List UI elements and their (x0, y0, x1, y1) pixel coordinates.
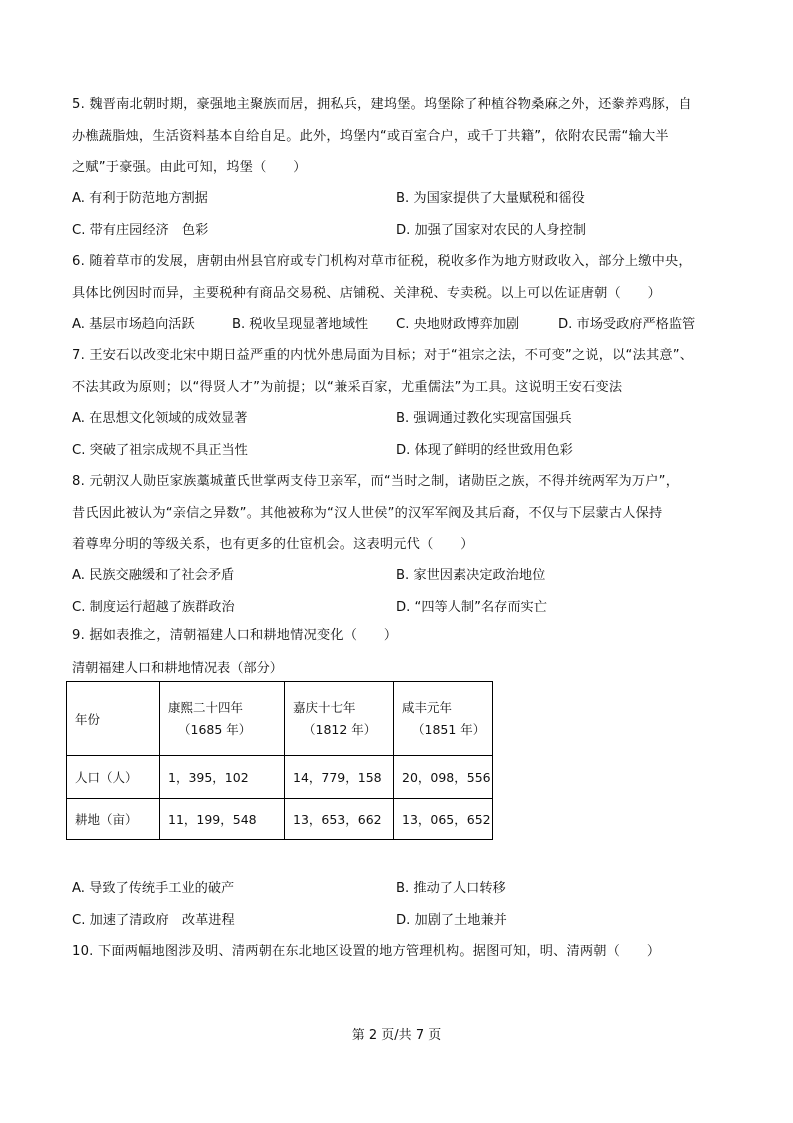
option-d[interactable]: D. 加剧了土地兼并 (396, 912, 507, 928)
option-d[interactable]: D. 市场受政府严格监管 (558, 317, 696, 332)
option-c[interactable]: C. 制度运行超越了族群政治 (72, 599, 235, 615)
header-col-1 (160, 682, 285, 756)
header-col-3 (394, 682, 493, 756)
question-7-options (72, 403, 732, 466)
table-cell: 11，199，548 (160, 799, 285, 840)
question-9 (72, 620, 732, 652)
row-label: 人口（人） (67, 756, 160, 799)
question-8-options (72, 560, 732, 623)
option-b[interactable]: B. 税收呈现显著地域性 (232, 317, 369, 332)
question-6-options (72, 309, 732, 341)
option-c[interactable]: C. 央地财政博弈加剧 (396, 317, 520, 332)
option-a[interactable]: A. 有利于防范地方割据 (72, 191, 208, 206)
question-8-line-2: 昔氏因此被认为“亲信之异数”。其他被称为“汉人世侯”的汉军军阀及其后裔，不仅与下层蒙古人保持 (72, 505, 663, 521)
col-2-name: 嘉庆十七年 (293, 699, 356, 715)
question-7 (72, 340, 732, 403)
option-a[interactable]: A. 民族交融缓和了社会矛盾 (72, 568, 235, 583)
question-7-line-1: 7. 王安石以改变北宋中期日益严重的内忧外患局面为目标；对于“祖宗之法，不可变”之说，以“法其意”、 (72, 348, 694, 363)
table-header-row (67, 682, 493, 756)
option-d[interactable]: D. 体现了鲜明的经世致用色彩 (396, 442, 573, 458)
question-6-line-2: 具体比例因时而异，主要税种有商品交易税、店铺税、关津税、专卖税。以上可以佐证唐朝（ ） (72, 285, 662, 301)
option-b[interactable]: B. 强调通过教化实现富国强兵 (396, 411, 572, 426)
table-caption: 清朝福建人口和耕地情况表（部分） (72, 661, 283, 676)
page-footer: 第 2 页/共 7 页 (351, 1028, 442, 1043)
question-8-line-3: 着尊卑分明的等级关系，也有更多的仕宦机会。这表明元代（ ） (72, 537, 474, 552)
table-cell: 13，065，652 (394, 799, 493, 840)
table-cell: 20，098，556 (394, 756, 493, 799)
question-8 (72, 466, 732, 561)
col-2-year: （1812 年） (303, 721, 377, 737)
col-3-name: 咸丰元年 (402, 699, 453, 715)
option-c[interactable]: C. 加速了清政府 改革进程 (72, 912, 235, 928)
table-row (67, 799, 493, 840)
option-a[interactable]: A. 导致了传统手工业的破产 (72, 881, 235, 896)
population-farmland-table (66, 681, 493, 840)
question-10 (72, 936, 732, 968)
row-label: 耕地（亩） (67, 799, 160, 840)
table-row (67, 756, 493, 799)
question-9-options (72, 873, 732, 936)
question-9-line-1: 9. 据如表推之，清朝福建人口和耕地情况变化（ ） (72, 628, 398, 643)
question-5 (72, 89, 732, 184)
option-a[interactable]: A. 在思想文化领域的成效显著 (72, 411, 248, 426)
table-cell: 14，779，158 (285, 756, 394, 799)
option-a[interactable]: A. 基层市场趋向活跃 (72, 317, 195, 332)
option-b[interactable]: B. 为国家提供了大量赋税和徭役 (396, 191, 585, 206)
table-cell: 13，653，662 (285, 799, 394, 840)
option-c[interactable]: C. 突破了祖宗成规不具正当性 (72, 442, 248, 458)
question-6-line-1: 6. 随着草市的发展，唐朝由州县官府或专门机构对草市征税，税收多作为地方财政收入，部分上缴中央， (72, 254, 692, 269)
option-d[interactable]: D. “四等人制”名存而实亡 (396, 599, 547, 615)
col-1-name: 康熙二十四年 (168, 699, 244, 715)
question-10-line-1: 10. 下面两幅地图涉及明、清两朝在东北地区设置的地方管理机构。据图可知，明、清两朝（ ） (72, 944, 661, 959)
header-year-label: 年份 (67, 682, 160, 756)
option-b[interactable]: B. 家世因素决定政治地位 (396, 568, 546, 583)
option-b[interactable]: B. 推动了人口转移 (396, 881, 506, 896)
question-5-line-1: 5. 魏晋南北朝时期，豪强地主聚族而居，拥私兵，建坞堡。坞堡除了种植谷物桑麻之外，还豢养鸡豚，自 (72, 97, 692, 112)
col-3-year: （1851 年） (412, 721, 486, 737)
question-8-line-1: 8. 元朝汉人勋臣家族藁城董氏世掌两支侍卫亲军，而“当时之制，诸勋臣之族，不得并统两军为万户”， (72, 474, 680, 489)
question-7-line-2: 不法其政为原则；以“得贤人才”为前提；以“兼采百家，尤重儒法”为工具。这说明王安石变法 (72, 379, 623, 395)
option-d[interactable]: D. 加强了国家对农民的人身控制 (396, 222, 586, 238)
table-cell: 1，395，102 (160, 756, 285, 799)
question-6 (72, 246, 732, 309)
question-5-options (72, 183, 732, 246)
header-col-2 (285, 682, 394, 756)
option-c[interactable]: C. 带有庄园经济 色彩 (72, 222, 209, 238)
question-5-line-3: 之赋”于豪强。由此可知，坞堡（ ） (72, 160, 307, 175)
question-5-line-2: 办樵蔬脂烛，生活资料基本自给自足。此外，坞堡内“或百室合户，或千丁共籍”，依附农民需“输大半 (72, 128, 669, 144)
col-1-year: （1685 年） (178, 721, 252, 737)
